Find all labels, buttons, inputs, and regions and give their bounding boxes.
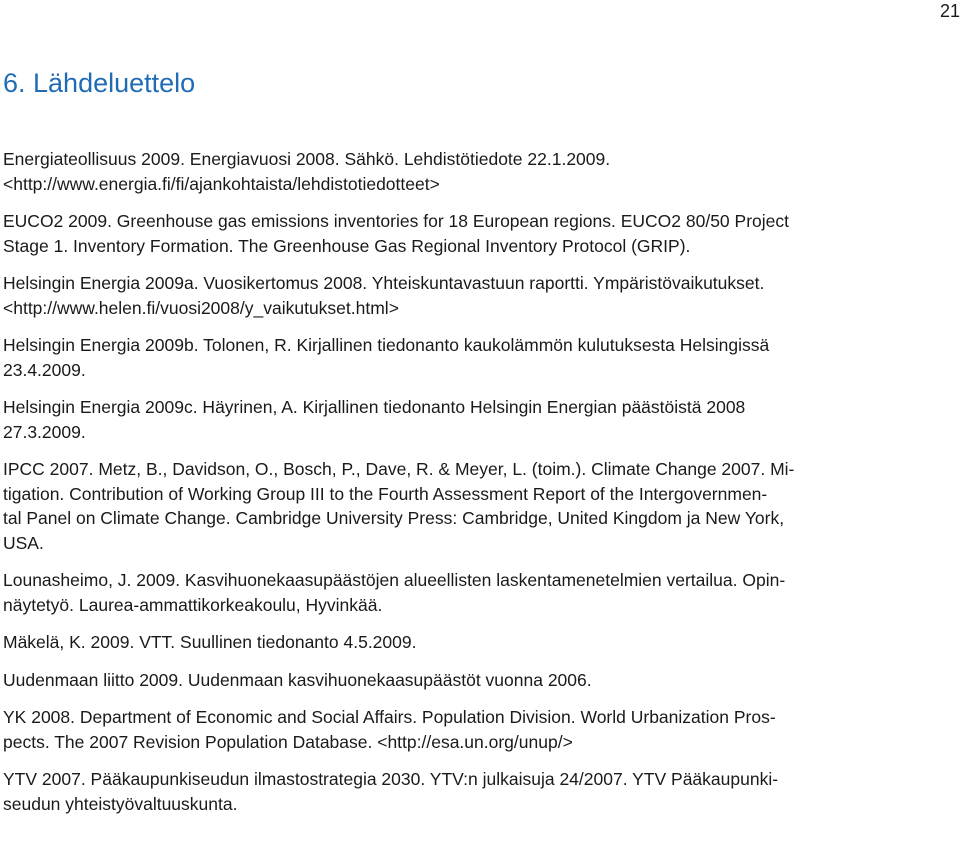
- reference-item: Helsingin Energia 2009c. Häyrinen, A. Kirjallinen tiedonanto Helsingin Energian päästöistä 2008 27.3.2009.: [3, 397, 746, 442]
- reference-item: Mäkelä, K. 2009. VTT. Suullinen tiedonanto 4.5.2009.: [3, 632, 417, 652]
- reference-item: Uudenmaan liitto 2009. Uudenmaan kasvihuonekaasupäästöt vuonna 2006.: [3, 669, 592, 690]
- page-number: 21: [939, 1, 960, 21]
- reference-item: YTV 2007. Pääkaupunkiseudun ilmastostrategia 2030. YTV:n julkaisuja 24/2007. YTV Pääkaupunki- seudun yhteistyövaltuuskunta.: [3, 769, 779, 814]
- section-title: 6. Lähdeluettelo: [3, 68, 196, 98]
- reference-item: Energiateollisuus 2009. Energiavuosi 2008. Sähkö. Lehdistötiedote 22.1.2009. <http://www.energia.fi/fi/ajankohtaista/lehdistotiedotteet>: [3, 149, 611, 194]
- reference-item: IPCC 2007. Metz, B., Davidson, O., Bosch, P., Dave, R. & Meyer, L. (toim.). Climate Change 2007. Mi- tigation. Contribution of Working Group III to the Fourth Assessment Report of the Intergovernmen- tal Panel on Climate Change. Cambridge University Press: Cambridge, United Kingdom ja New York, USA.: [3, 459, 795, 553]
- reference-item: EUCO2 2009. Greenhouse gas emissions inventories for 18 European regions. EUCO2 80/50 Project Stage 1. Inventory Formation. The Greenhouse Gas Regional Inventory Protocol (GRIP).: [3, 211, 789, 256]
- reference-item: Helsingin Energia 2009b. Tolonen, R. Kirjallinen tiedonanto kaukolämmön kulutuksesta Helsingissä 23.4.2009.: [3, 335, 770, 380]
- reference-item: YK 2008. Department of Economic and Social Affairs. Population Division. World Urbanization Pros- pects. The 2007 Revision Population Database. <http://esa.un.org/unup/>: [3, 707, 776, 752]
- reference-item: Helsingin Energia 2009a. Vuosikertomus 2008. Yhteiskuntavastuun raportti. Ympäristövaikutukset. <http://www.helen.fi/vuosi2008/y_vaikutukset.html>: [3, 273, 765, 318]
- reference-list: [3, 147, 953, 829]
- reference-item: Lounasheimo, J. 2009. Kasvihuonekaasupäästöjen alueellisten laskentamenetelmien vertailua. Opin- näytetyö. Laurea-ammattikorkeakoulu, Hyvinkää.: [3, 570, 786, 615]
